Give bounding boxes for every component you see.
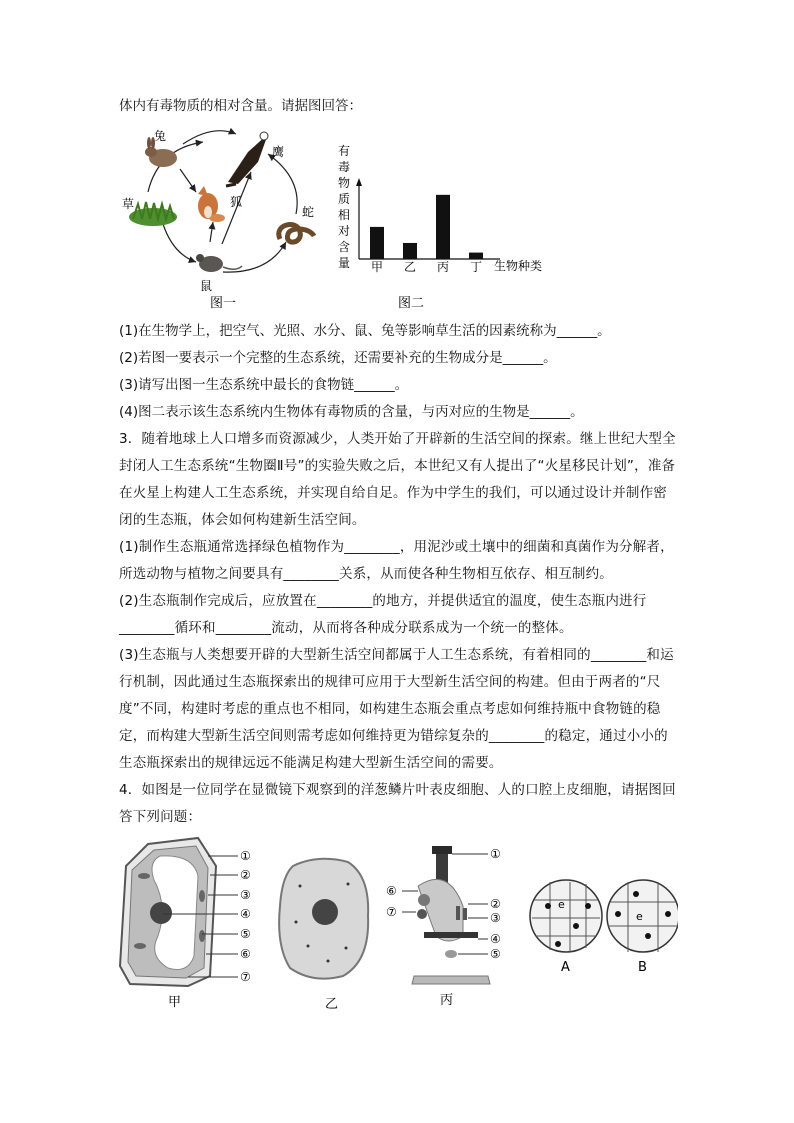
- q3-item-3: (3)生态瓶与人类想要开辟的大型新生活空间都属于人工生态系统，有着相同的________和运行机制，因此通过生态瓶探索出的规律可应用于大型新生活空间的构建。但由于两者的“尺度”不同，构建时考虑的重点也不相同，如构建生态瓶会重点考虑如何维持瓶中食物链的稳定，而构建大型新生活空间则需考虑如何维持更为错综复杂的________的稳定，通过小小的生态瓶探索出的规律远远不能满足构建大型新生活空间的需要。: [119, 647, 674, 771]
- arrow-mouse-fox: [210, 222, 213, 242]
- y-label-char: 毒: [338, 160, 351, 174]
- bar-1: [403, 243, 417, 259]
- arrow-grass-rabbit: [148, 142, 203, 192]
- y-label-char: 含: [338, 240, 351, 254]
- y-label-char: 量: [338, 256, 351, 270]
- arrow-snake-eagle: [268, 154, 297, 214]
- x-tick-label: 丙: [437, 260, 450, 274]
- x-axis-label: 生物种类: [494, 259, 543, 273]
- mouse-image: [196, 254, 242, 272]
- bar-3: [469, 253, 483, 259]
- y-label-char: 有: [338, 144, 351, 158]
- plant-cell: [120, 838, 216, 986]
- grass-label: 草: [122, 197, 135, 211]
- microscope: [412, 846, 490, 984]
- cell-marker: ①: [240, 849, 251, 863]
- cell-marker: ⑦: [240, 970, 251, 984]
- grass-image: [129, 202, 177, 226]
- q3-intro: 3．随着地球上人口增多而资源减少，人类开始了开辟新的生活空间的探索。继上世纪大型全封闭人工生态系统“生物圈Ⅱ号”的实验失败之后，本世纪又有人提出了“火星移民计划”，准备在火星上构建人工生态系统，并实现自给自足。作为中学生的我们，可以通过设计并制作密闭的生态瓶，体会如何构建新生活空间。: [119, 431, 676, 528]
- y-label-char: 质: [338, 192, 351, 206]
- caption-yi: 乙: [325, 997, 339, 1012]
- caption-view-b: B: [638, 960, 647, 975]
- scope-marker: ②: [490, 897, 501, 911]
- cell-e-label-a: e: [558, 898, 565, 911]
- y-label-char: 物: [338, 176, 351, 190]
- q2-item-1: (1)在生物学上，把空气、光照、水分、鼠、兔等影响草生活的因素统称为______。: [119, 323, 611, 339]
- food-web-figure: [118, 124, 338, 314]
- q2-item-4: (4)图二表示该生态系统内生物体有毒物质的含量，与丙对应的生物是______。: [119, 404, 584, 420]
- x-tick-label: 甲: [371, 260, 384, 274]
- fox-image: [198, 186, 225, 222]
- x-tick-label: 乙: [404, 260, 417, 274]
- bar-0: [370, 227, 384, 259]
- caption-jia: 甲: [168, 995, 182, 1010]
- scope-marker: ④: [490, 932, 501, 946]
- arrow-rabbit-eagle: [183, 131, 236, 144]
- q2-item-3: (3)请写出图一生态系统中最长的食物链______。: [119, 377, 409, 393]
- figure2-caption: 图二: [398, 296, 425, 311]
- x-tick-label: 丁: [470, 260, 483, 274]
- y-axis-arrow: [356, 178, 362, 186]
- y-label-char: 对: [338, 224, 351, 238]
- mouse-label: 鼠: [200, 279, 213, 293]
- caption-bing: 丙: [440, 993, 454, 1008]
- scope-marker: ③: [490, 911, 501, 925]
- cell-marker: ②: [240, 868, 251, 882]
- view-a: [530, 880, 602, 952]
- arrow-rabbit-fox: [180, 169, 196, 192]
- caption-view-a: A: [561, 960, 570, 975]
- q3-item-1: (1)制作生态瓶通常选择绿色植物作为________，用泥沙或土壤中的细菌和真菌作为分解者，所选动物与植物之间要具有________关系，从而使各种生物相互依存、相互制约。: [119, 539, 674, 582]
- scope-marker: ⑦: [386, 905, 397, 919]
- q2-item-2: (2)若图一要表示一个完整的生态系统，还需要补充的生物成分是______。: [119, 350, 557, 366]
- q4-figure: [118, 836, 678, 1016]
- toxin-bar-chart: [330, 140, 560, 315]
- scope-marker: ⑤: [490, 947, 501, 961]
- snake-image: [279, 225, 314, 243]
- snake-label: 蛇: [302, 205, 315, 219]
- q3-item-2: (2)生态瓶制作完成后，应放置在________的地方，并提供适宜的温度，使生态瓶内进行________循环和________流动，从而将各种成分联系成为一个统一的整体。: [119, 593, 647, 636]
- cell-marker: ⑥: [240, 947, 251, 961]
- figure1-caption: 图一: [210, 296, 237, 311]
- animal-cell: [279, 859, 368, 979]
- cell-e-label-b: e: [636, 910, 643, 923]
- rabbit-label: 兔: [154, 129, 167, 143]
- scope-marker: ①: [490, 847, 501, 861]
- eagle-image: [226, 132, 268, 186]
- cell-marker: ④: [240, 907, 251, 921]
- y-axis-label: [338, 144, 350, 270]
- arrow-grass-mouse: [163, 224, 196, 262]
- q4-intro: 4．如图是一位同学在显微镜下观察到的洋葱鳞片叶表皮细胞、人的口腔上皮细胞，请据图回答下列问题：: [119, 782, 676, 825]
- cell-marker: ③: [240, 888, 251, 902]
- eagle-label: 鹰: [272, 145, 285, 159]
- fox-label: 狐: [230, 195, 243, 209]
- intro-line: 体内有毒物质的相对含量。请据图回答：: [119, 98, 362, 114]
- scope-marker: ⑥: [386, 884, 397, 898]
- bar-2: [436, 195, 450, 259]
- y-label-char: 相: [338, 208, 351, 222]
- cell-marker: ⑤: [240, 927, 251, 941]
- arrow-mouse-snake: [223, 242, 286, 272]
